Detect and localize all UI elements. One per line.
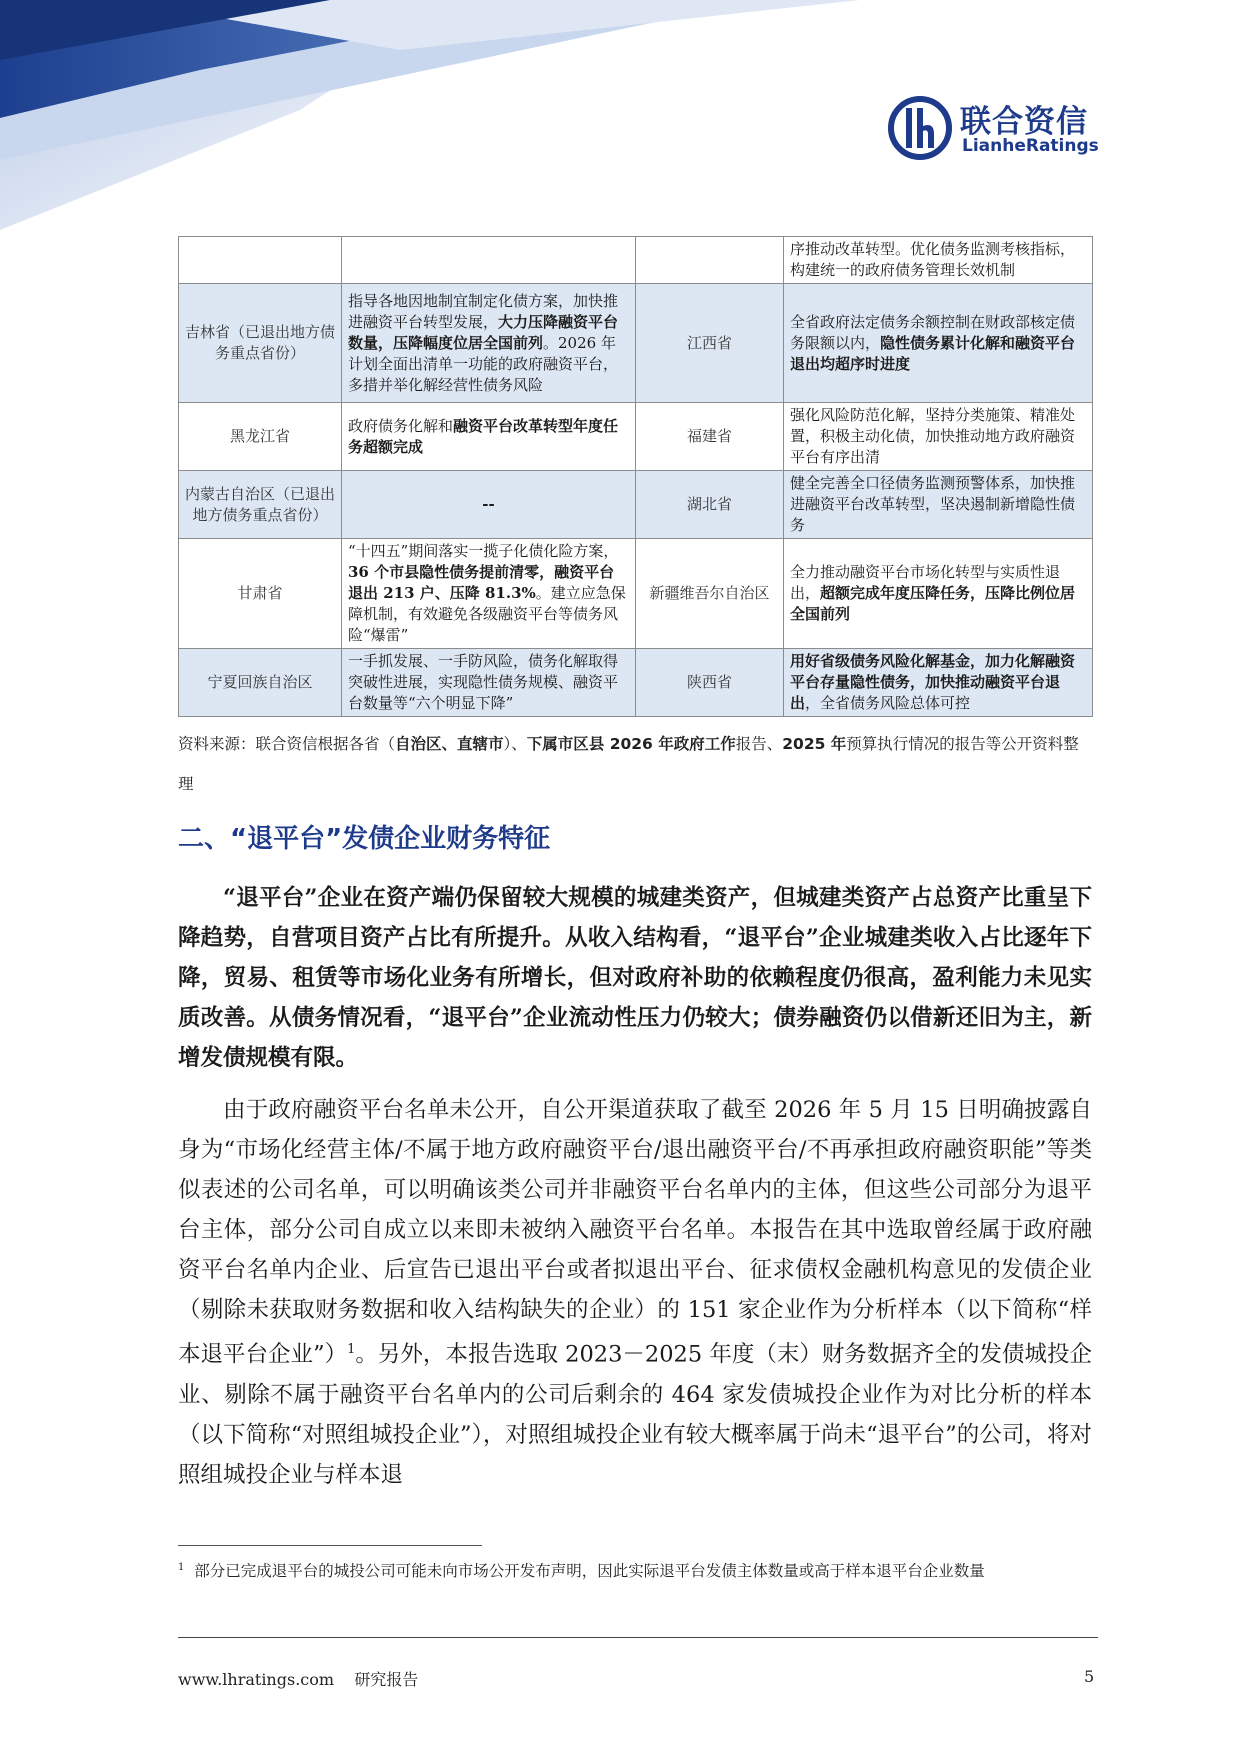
summary-paragraph: “退平台”企业在资产端仍保留较大规模的城建类资产，但城建类资产占总资产比重呈下降趋势，自营项目资产占比有所提升。从收入结构看，“退平台”企业城建类收入占比逐年下降，贸易、租赁等市场化业务有所增长，但对政府补助的依赖程度仍很高，盈利能力未见实质改善。从债务情况看，“退平台”企业流动性压力仍较大；债券融资仍以借新还旧为主，新增发债规模有限。 [178, 885, 1092, 1071]
province-name-cell [636, 237, 784, 284]
table-row [179, 237, 1093, 284]
province-name-cell: 吉林省（已退出地方债务重点省份） [179, 284, 342, 403]
brand-logo [888, 96, 1100, 160]
section-title: 二、“退平台”发债企业财务特征 [178, 824, 551, 854]
province-measure-cell: 全力推动融资平台市场化转型与实质性退出，超额完成年度压降任务，压降比例位居全国前列 [784, 539, 1093, 649]
province-measure-cell [342, 237, 636, 284]
province-name-cell: 福建省 [636, 403, 784, 471]
footnote: $^1$ 部分已完成退平台的城投公司可能未向市场公开发布声明，因此实际退平台发债主体数量或高于样本退平台企业数量 [178, 1562, 985, 1581]
footer-divider [178, 1637, 1098, 1638]
footer-website: www.lhratings.com 研究报告 [178, 1670, 419, 1689]
province-measure-cell: 健全完善全口径债务监测预警体系，加快推进融资平台改革转型，坚决遏制新增隐性债务 [784, 471, 1093, 539]
table-row [179, 471, 1093, 539]
body-paragraph: 由于政府融资平台名单未公开，自公开渠道获取了截至 2026 年 5 月 15 日明确披露自身为“市场化经营主体/不属于地方政府融资平台/退出融资平台/不再承担政府融资职能”等类似表述的公司名单，可以明确该类公司并非融资平台名单内的主体，但这些公司部分为退平台主体，部分公司自成立以来即未被纳入融资平台名单。本报告在其中选取曾经属于政府融资平台名单内企业、后宣告已退出平台或者拟退出平台、征求债权金融机构意见的发债企业（剔除未获取财务数据和收入结构缺失的企业）的 151 家企业作为分析样本（以下简称“样本退平台企业”）$^1$。另外，本报告选取 2023－2025 年度（末）财务数据齐全的发债城投企业、剔除不属于融资平台名单内的公司后剩余的 464 家发债城投企业作为对比分析的样本（以下简称“对照组城投企业”），对照组城投企业有较大概率属于尚未“退平台”的公司，将对照组城投企业与样本退 [178, 1097, 1092, 1488]
province-name-cell: 黑龙江省 [179, 403, 342, 471]
province-measure-cell: -- [342, 471, 636, 539]
brand-name-cn: 联合资信 [960, 104, 1088, 140]
province-measure-cell: 强化风险防范化解，坚持分类施策、精准处置，积极主动化债，加快推动地方政府融资平台有序出清 [784, 403, 1093, 471]
province-measure-cell: 用好省级债务风险化解基金，加力化解融资平台存量隐性债务，加快推动融资平台退出，全省债务风险总体可控 [784, 649, 1093, 717]
province-name-cell: 湖北省 [636, 471, 784, 539]
province-measures-table [178, 236, 1093, 717]
table-row [179, 284, 1093, 403]
table-source-note: 资料来源：联合资信根据各省（自治区、直辖市）、下属市区县 2026 年政府工作报告、2025 年预算执行情况的报告等公开资料整理 [178, 735, 1079, 793]
province-measure-cell: 指导各地因地制宜制定化债方案，加快推进融资平台转型发展，大力压降融资平台数量，压降幅度位居全国前列。2026 年计划全面出清单一功能的政府融资平台，多措并举化解经营性债务风险 [342, 284, 636, 403]
province-measure-cell: “十四五”期间落实一揽子化债化险方案，36 个市县隐性债务提前清零，融资平台退出 213 户、压降 81.3%。建立应急保障机制，有效避免各级融资平台等债务风险“爆雷” [342, 539, 636, 649]
page-number: 5 [1084, 1667, 1095, 1686]
province-name-cell: 内蒙古自治区（已退出地方债务重点省份） [179, 471, 342, 539]
lianhe-logo-icon [888, 96, 952, 160]
province-measure-cell: 全省政府法定债务余额控制在财政部核定债务限额以内，隐性债务累计化解和融资平台退出均超序时进度 [784, 284, 1093, 403]
province-measure-cell: 一手抓发展、一手防风险，债务化解取得突破性进展，实现隐性债务规模、融资平台数量等“六个明显下降” [342, 649, 636, 717]
footnote-reference: 1 [347, 1342, 356, 1357]
table-row [179, 403, 1093, 471]
table-row [179, 539, 1093, 649]
province-measure-cell: 政府债务化解和融资平台改革转型年度任务超额完成 [342, 403, 636, 471]
footer-label: 研究报告 [354, 1670, 419, 1689]
province-name-cell: 宁夏回族自治区 [179, 649, 342, 717]
province-name-cell: 江西省 [636, 284, 784, 403]
province-name-cell [179, 237, 342, 284]
table-row [179, 649, 1093, 717]
province-name-cell: 甘肃省 [179, 539, 342, 649]
brand-name-en: LianheRatings [962, 136, 1099, 156]
province-name-cell: 新疆维吾尔自治区 [636, 539, 784, 649]
footnote-divider [178, 1545, 482, 1546]
province-measure-cell: 序推动改革转型。优化债务监测考核指标，构建统一的政府债务管理长效机制 [784, 237, 1093, 284]
province-name-cell: 陕西省 [636, 649, 784, 717]
